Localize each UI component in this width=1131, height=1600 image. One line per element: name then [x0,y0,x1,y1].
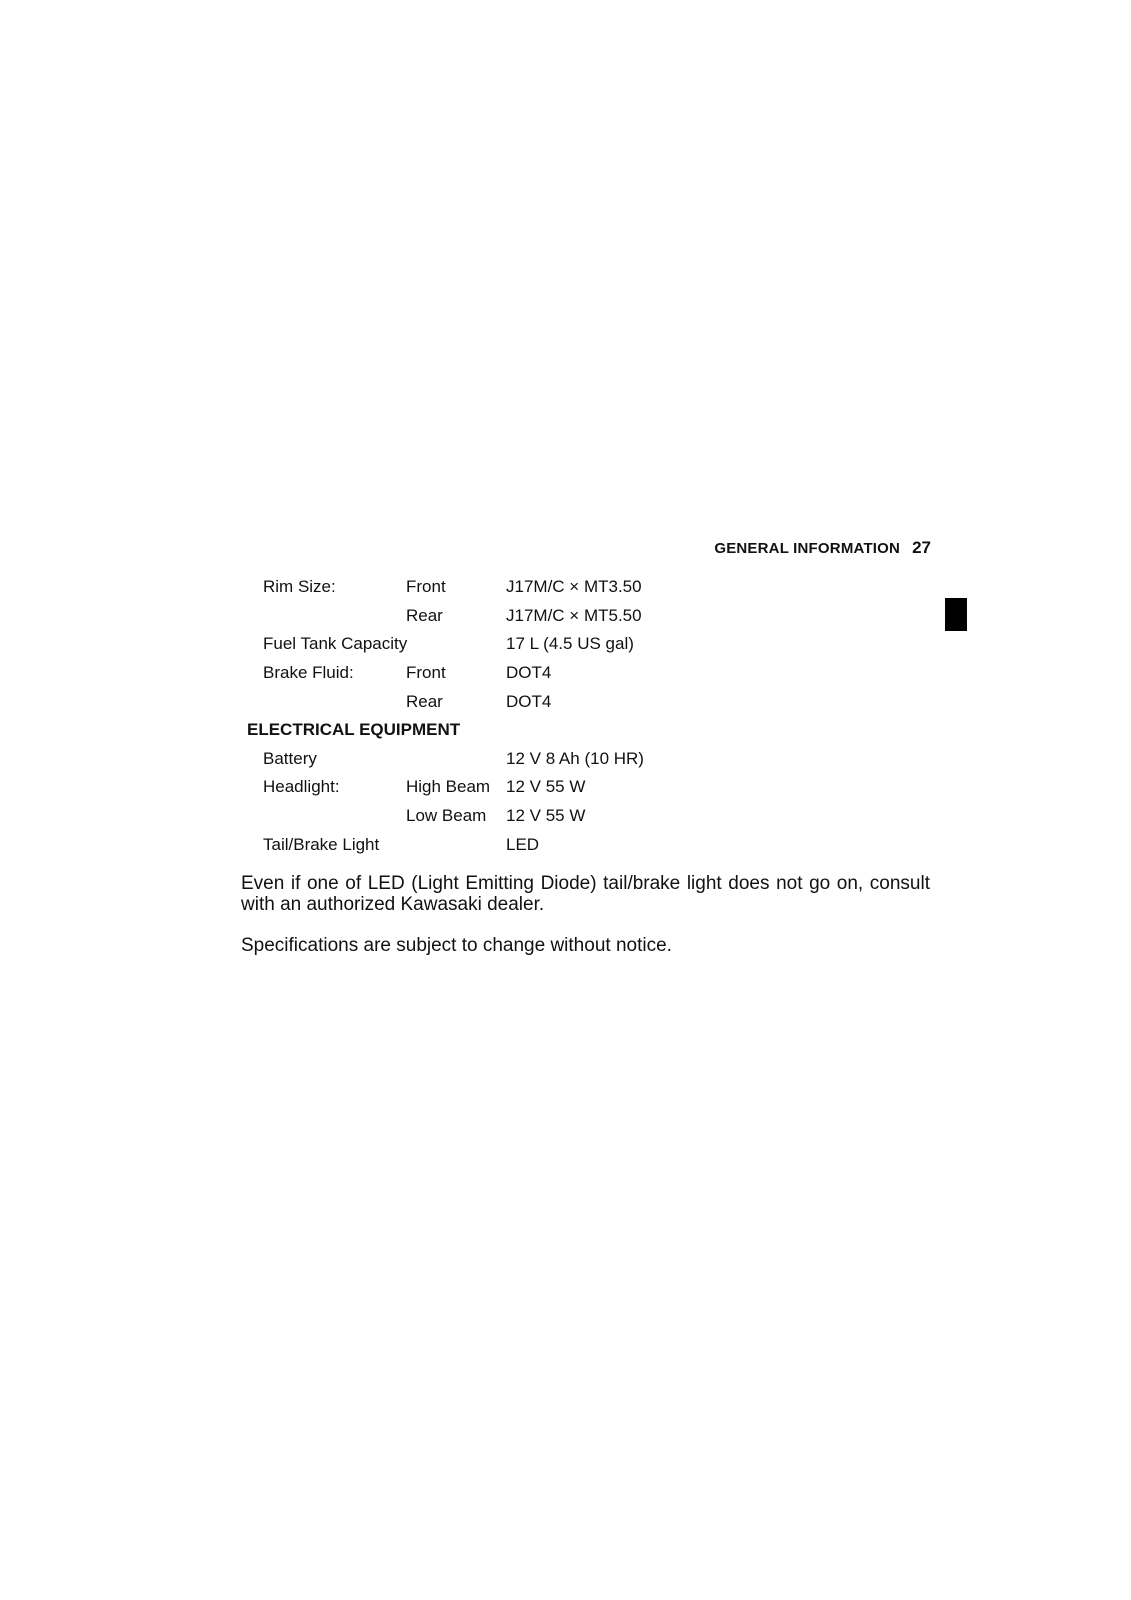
spec-item: Rim Size: [263,577,336,597]
spec-item: Headlight: [263,777,340,797]
spec-subitem: High Beam [406,777,491,797]
spec-row [263,745,644,774]
spec-change-note-paragraph: Specifications are subject to change without notice. [241,935,672,956]
spec-item: Brake Fluid: [263,663,354,683]
spec-value: 17 L (4.5 US gal) [506,634,634,654]
spec-subitem: Rear [406,605,443,625]
spec-subitem: Low Beam [406,806,487,826]
spec-row [263,802,644,831]
spec-item: Fuel Tank Capacity [263,634,408,654]
section-heading: ELECTRICAL EQUIPMENT [247,720,461,740]
spec-item: Tail/Brake Light [263,834,380,854]
spec-subitem: Front [406,577,446,597]
spec-value: 12 V 55 W [506,806,586,826]
spec-row [263,687,644,716]
spec-value: LED [506,834,540,854]
led-note-paragraph: Even if one of LED (Light Emitting Diode) tail/brake light does not go on, consult with an authorized Kawasaki dealer. [241,873,930,915]
spec-row [263,659,644,688]
spec-row [263,602,644,631]
spec-value: DOT4 [506,691,552,711]
spec-row [263,573,644,602]
spec-value: DOT4 [506,663,552,683]
spec-row [263,630,644,659]
spec-row [263,773,644,802]
section-title: GENERAL INFORMATION [714,540,901,557]
page-number: 27 [912,538,931,557]
spec-table [247,573,644,859]
spec-value: J17M/C × MT5.50 [506,605,642,625]
chapter-tab-marker [945,598,967,631]
spec-subitem: Rear [406,691,443,711]
section-heading-row [247,716,644,745]
page-header [714,538,931,558]
spec-row [263,830,644,859]
spec-value: 12 V 55 W [506,777,586,797]
spec-value: J17M/C × MT3.50 [506,577,642,597]
spec-item: Battery [263,748,317,768]
spec-subitem: Front [406,663,446,683]
spec-value: 12 V 8 Ah (10 HR) [506,748,644,768]
